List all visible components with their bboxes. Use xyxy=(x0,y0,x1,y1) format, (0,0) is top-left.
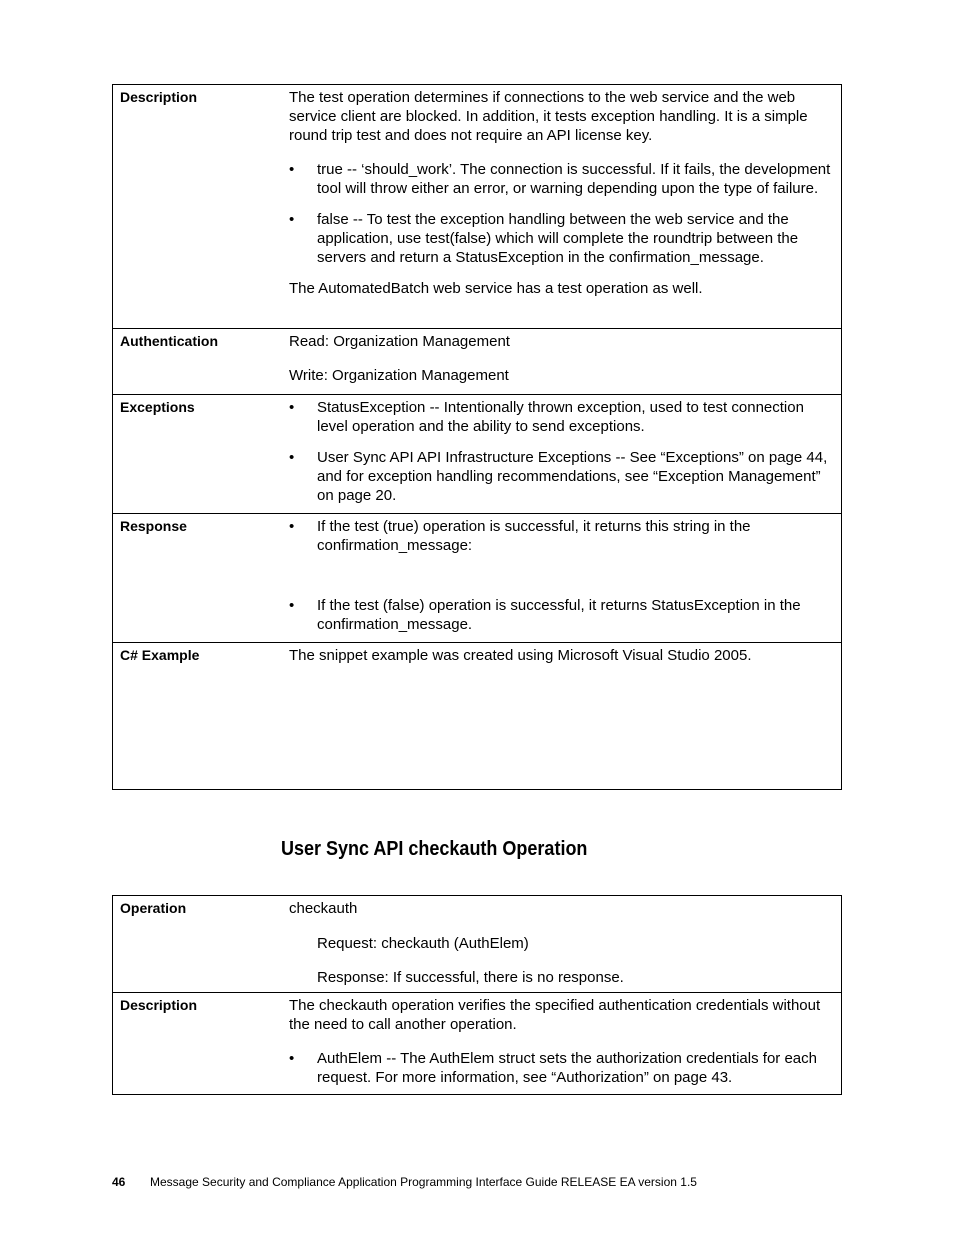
bullet-icon: • xyxy=(289,597,295,614)
exceptions-row xyxy=(113,394,841,513)
bullet-icon: • xyxy=(289,399,295,416)
footer-text: Message Security and Compliance Application Programming Interface Guide RELEASE EA version 1.5 xyxy=(150,1175,697,1189)
csharp-example-text: The snippet example was created using Microsoft Visual Studio 2005. xyxy=(289,647,752,664)
exceptions-bullets xyxy=(289,398,833,505)
response-bullets xyxy=(289,517,833,634)
description-bullets xyxy=(289,160,833,267)
bullet-icon: • xyxy=(289,211,295,228)
operation-request: Request: checkauth (AuthElem) xyxy=(317,935,529,952)
description-outro: The AutomatedBatch web service has a test operation as well. xyxy=(289,280,703,297)
list-item: • false -- To test the exception handling between the web service and the application, use test(false) which will complete the roundtrip between the servers and return a StatusException in the confirmation_message. xyxy=(289,211,799,266)
response-row xyxy=(113,513,841,642)
checkauth-description-intro: The checkauth operation verifies the specified authentication credentials without the need to call another operation. xyxy=(289,997,821,1033)
page-footer xyxy=(112,1174,697,1190)
authentication-row xyxy=(113,328,841,394)
exceptions-content xyxy=(281,395,841,513)
description-intro: The test operation determines if connections to the web service and the web service client are blocked. In addition, it tests exception handling. It is a simple round trip test and does not require an API license key. xyxy=(289,89,808,144)
description-label: Description xyxy=(120,89,198,105)
bullet-icon: • xyxy=(289,161,295,178)
operation-name: checkauth xyxy=(289,900,358,917)
page-number: 46 xyxy=(112,1175,126,1189)
list-item: • true -- ‘should_work’. The connection is successful. If it fails, the development tool will throw either an error, or warning depending upon the type of failure. xyxy=(289,161,831,197)
authentication-read: Read: Organization Management xyxy=(289,333,510,350)
checkauth-description-row xyxy=(113,992,841,1094)
checkauth-description-label: Description xyxy=(120,997,198,1013)
checkauth-description-content xyxy=(281,993,841,1094)
authentication-write: Write: Organization Management xyxy=(289,367,509,384)
csharp-example-row xyxy=(113,642,841,789)
bullet-icon: • xyxy=(289,449,295,466)
description-content xyxy=(281,85,841,328)
operation-label: Operation xyxy=(120,900,187,916)
csharp-example-content xyxy=(281,643,841,789)
operation-row xyxy=(113,896,841,992)
list-item: • If the test (false) operation is successful, it returns StatusException in the confirmation_message. xyxy=(289,597,801,633)
section-heading: User Sync API checkauth Operation xyxy=(281,838,588,860)
operation-response: Response: If successful, there is no response. xyxy=(317,969,624,986)
list-item: • StatusException -- Intentionally thrown exception, used to test connection level operation and the ability to send exceptions. xyxy=(289,399,804,435)
authentication-content xyxy=(281,329,841,394)
description-row xyxy=(113,85,841,328)
exceptions-label: Exceptions xyxy=(120,399,195,415)
list-item: • AuthElem -- The AuthElem struct sets the authorization credentials for each request. For more information, see “Authorization” on page 43. xyxy=(289,1050,817,1086)
checkauth-operation-table xyxy=(112,895,842,1095)
test-operation-table xyxy=(112,84,842,790)
operation-content xyxy=(281,896,841,992)
response-content xyxy=(281,514,841,642)
authentication-label: Authentication xyxy=(120,333,218,349)
list-item: • User Sync API API Infrastructure Exceptions -- See “Exceptions” on page 44, and for exception handling recommendations, see “Exception Management” on page 20. xyxy=(289,449,828,504)
bullet-icon: • xyxy=(289,518,295,535)
response-label: Response xyxy=(120,518,187,534)
bullet-icon: • xyxy=(289,1050,295,1067)
csharp-example-label: C# Example xyxy=(120,647,200,663)
checkauth-description-bullets xyxy=(289,1049,833,1087)
list-item: • If the test (true) operation is successful, it returns this string in the confirmation_message: xyxy=(289,518,751,554)
